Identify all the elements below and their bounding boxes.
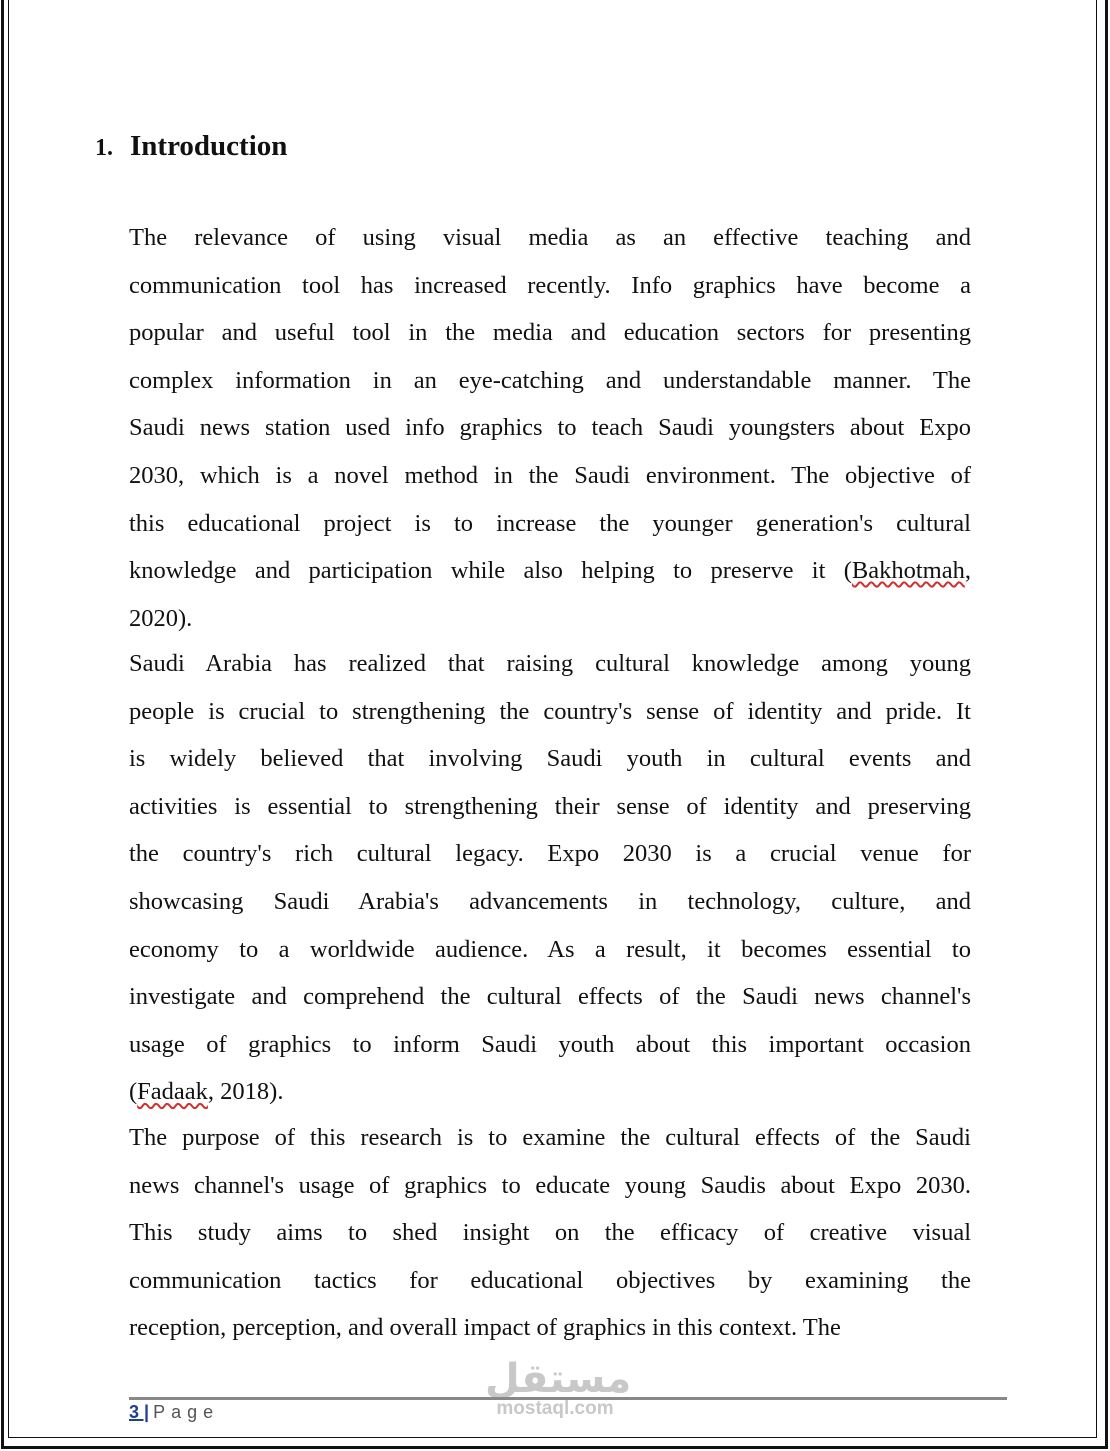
paragraph-line: is widely believed that involving Saudi youth in cultural events and (129, 745, 971, 773)
paragraph-line: Saudi Arabia has realized that raising cultural knowledge among young (129, 650, 971, 677)
paragraph-line: investigate and comprehend the cultural effects of the Saudi news channel's (129, 983, 971, 1011)
spellcheck-flagged-word: Fadaak (137, 1078, 208, 1106)
paragraph-line: 2030, which is a novel method in the Saudi environment. The objective of (129, 461, 971, 489)
section-heading (95, 128, 287, 166)
section-title: Introduction (130, 130, 288, 162)
footer-rule (129, 1397, 1007, 1400)
paragraph-line: economy to a worldwide audience. As a result, it becomes essential to (129, 935, 971, 963)
paragraph-line: news channel's usage of graphics to educate young Saudis about Expo 2030. (129, 1171, 971, 1199)
paragraph-line: 2020). (129, 604, 193, 632)
paragraph-line: communication tool has increased recently. Info graphics have become a (129, 271, 971, 299)
paragraph-line: complex information in an eye-catching and understandable manner. The (129, 366, 971, 394)
paragraph-line: activities is essential to strengthening their sense of identity and preserving (129, 792, 971, 820)
paragraph-line: communication tactics for educational objectives by examining the (129, 1266, 971, 1294)
watermark-site: mostaql.com (496, 1398, 614, 1419)
paragraph-line: knowledge and participation while also helping to preserve it (Bakhotmah, (129, 557, 971, 585)
paragraph-line: reception, perception, and overall impact of graphics in this context. The (129, 1314, 841, 1342)
page-number: 3 | (129, 1402, 150, 1422)
section-number: 1. (95, 135, 113, 161)
footer-page-number (129, 1400, 219, 1424)
paragraph-line: people is crucial to strengthening the country's sense of identity and pride. It (129, 697, 971, 725)
paragraph-line: usage of graphics to inform Saudi youth about this important occasion (129, 1030, 971, 1058)
paragraph-line: showcasing Saudi Arabia's advancements in technology, culture, and (129, 887, 971, 915)
watermark-logo: مستقل (485, 1356, 632, 1402)
page-label: Page (153, 1402, 220, 1422)
paragraph-line: The purpose of this research is to examine the cultural effects of the Saudi (129, 1124, 971, 1151)
spellcheck-flagged-word: Bakhotmah (851, 557, 965, 585)
paragraph-line: popular and useful tool in the media and education sectors for presenting (129, 319, 971, 347)
paragraph-line: the country's rich cultural legacy. Expo 2030 is a crucial venue for (129, 840, 971, 868)
paragraph-1 (129, 214, 971, 642)
paragraph-3 (129, 1114, 971, 1352)
paragraph-line: (Fadaak, 2018). (129, 1078, 284, 1106)
paragraph-line: this educational project is to increase the younger generation's cultural (129, 509, 971, 537)
paragraph-line: This study aims to shed insight on the efficacy of creative visual (129, 1219, 971, 1247)
paragraph-2 (129, 640, 971, 1116)
paragraph-line: Saudi news station used info graphics to teach Saudi youngsters about Expo (129, 414, 971, 442)
paragraph-line: The relevance of using visual media as an effective teaching and (129, 224, 971, 251)
